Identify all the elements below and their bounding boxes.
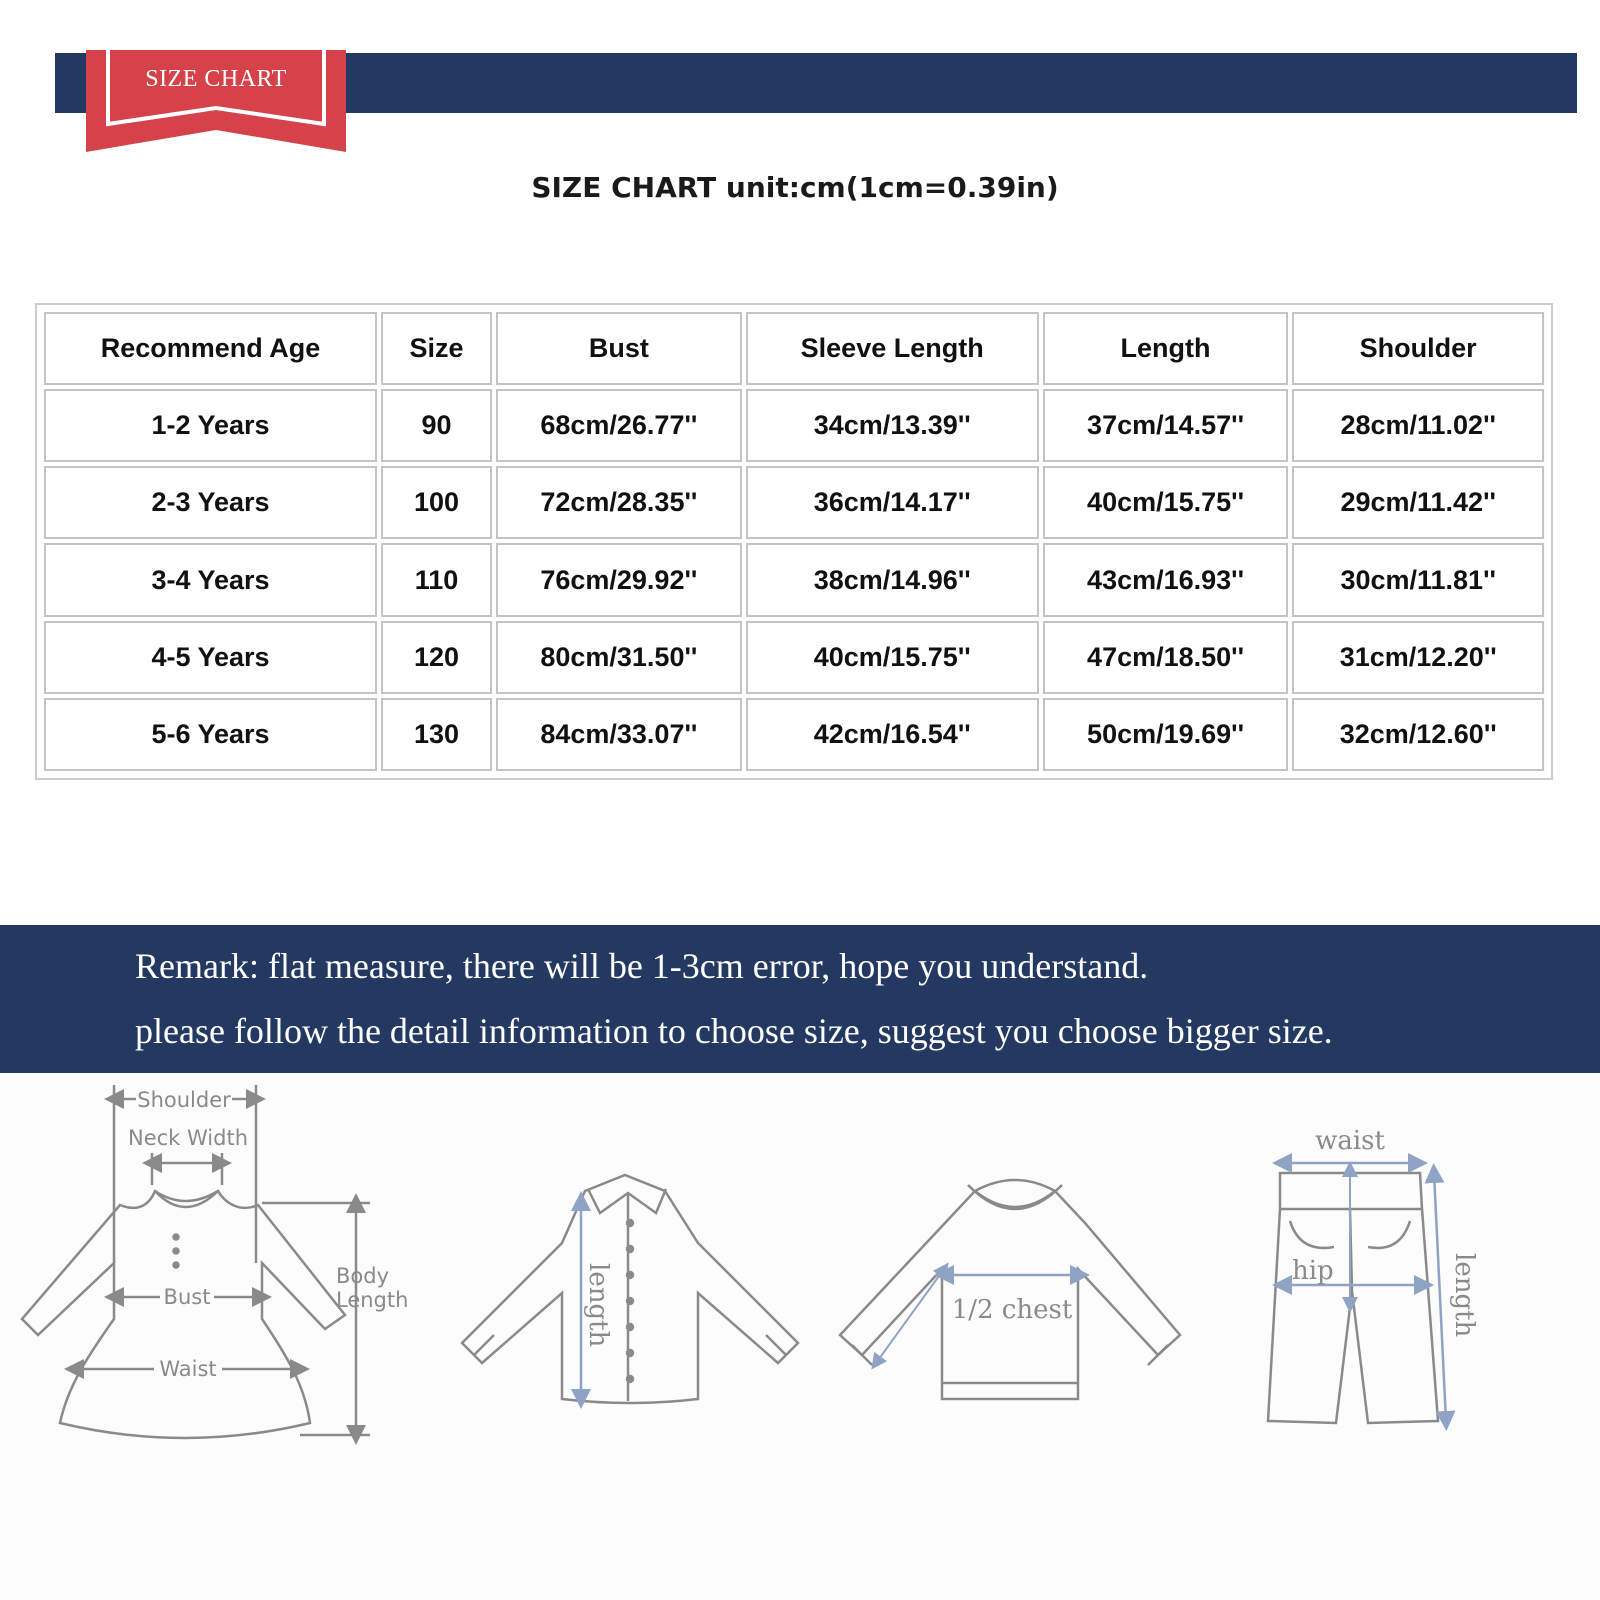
remark-line-1: Remark: flat measure, there will be 1-3cm error, hope you understand. [135,946,1149,986]
header-recommend-age: Recommend Age [44,312,377,385]
cell-size: 100 [381,466,492,539]
cell-shoulder: 28cm/11.02'' [1292,389,1544,462]
header-shoulder: Shoulder [1292,312,1544,385]
table-row [44,466,1544,539]
header-length: Length [1043,312,1289,385]
pants-diagram-icon [1268,1173,1438,1423]
cell-age: 3-4 Years [44,543,377,616]
dress-body-label: Body [336,1264,390,1288]
pants-hip-label: hip [1292,1256,1334,1286]
cell-age: 2-3 Years [44,466,377,539]
diagrams-canvas [0,1073,1600,1600]
table-row [44,543,1544,616]
cell-sleeve-length: 42cm/16.54'' [746,698,1039,771]
cell-bust: 80cm/31.50'' [496,621,742,694]
header-bust: Bust [496,312,742,385]
cell-bust: 76cm/29.92'' [496,543,742,616]
sweater-chest-label: 1/2 chest [951,1295,1073,1325]
size-chart-banner [86,50,346,152]
cell-length: 50cm/19.69'' [1043,698,1289,771]
dress-neck-width-label: Neck Width [127,1126,249,1150]
cell-size: 110 [381,543,492,616]
table-header-row [44,312,1544,385]
table-row [44,389,1544,462]
cell-size: 90 [381,389,492,462]
dress-length-label: Length [336,1288,409,1312]
table-row [44,621,1544,694]
cell-length: 47cm/18.50'' [1043,621,1289,694]
shirt-length-label: length [583,1263,613,1348]
cell-bust: 68cm/26.77'' [496,389,742,462]
dress-bust-label: Bust [163,1285,211,1309]
remark-line-2: please follow the detail information to choose size, suggest you choose bigger size. [135,1011,1333,1051]
shirt-diagram-icon [462,1175,798,1403]
cell-age: 5-6 Years [44,698,377,771]
cell-shoulder: 30cm/11.81'' [1292,543,1544,616]
cell-bust: 72cm/28.35'' [496,466,742,539]
cell-length: 43cm/16.93'' [1043,543,1289,616]
cell-sleeve-length: 38cm/14.96'' [746,543,1039,616]
cell-sleeve-length: 34cm/13.39'' [746,389,1039,462]
cell-bust: 84cm/33.07'' [496,698,742,771]
header-sleeve-length: Sleeve Length [746,312,1039,385]
cell-age: 1-2 Years [44,389,377,462]
cell-size: 120 [381,621,492,694]
cell-age: 4-5 Years [44,621,377,694]
dress-waist-label: Waist [159,1357,217,1381]
cell-sleeve-length: 36cm/14.17'' [746,466,1039,539]
remark-band [0,925,1600,1073]
cell-length: 40cm/15.75'' [1043,466,1289,539]
banner-label: SIZE CHART [145,66,287,92]
pants-waist-label: waist [1315,1126,1385,1156]
cell-shoulder: 31cm/12.20'' [1292,621,1544,694]
sweater-diagram-icon [840,1180,1180,1399]
cell-sleeve-length: 40cm/15.75'' [746,621,1039,694]
cell-size: 130 [381,698,492,771]
table-row [44,698,1544,771]
pants-length-label: length [1449,1253,1479,1338]
size-table [35,303,1553,780]
cell-length: 37cm/14.57'' [1043,389,1289,462]
chart-subtitle: SIZE CHART unit:cm(1cm=0.39in) [531,171,1059,204]
measurement-diagrams [0,1073,1600,1600]
header-size: Size [381,312,492,385]
cell-shoulder: 32cm/12.60'' [1292,698,1544,771]
dress-shoulder-label: Shoulder [137,1088,231,1112]
cell-shoulder: 29cm/11.42'' [1292,466,1544,539]
